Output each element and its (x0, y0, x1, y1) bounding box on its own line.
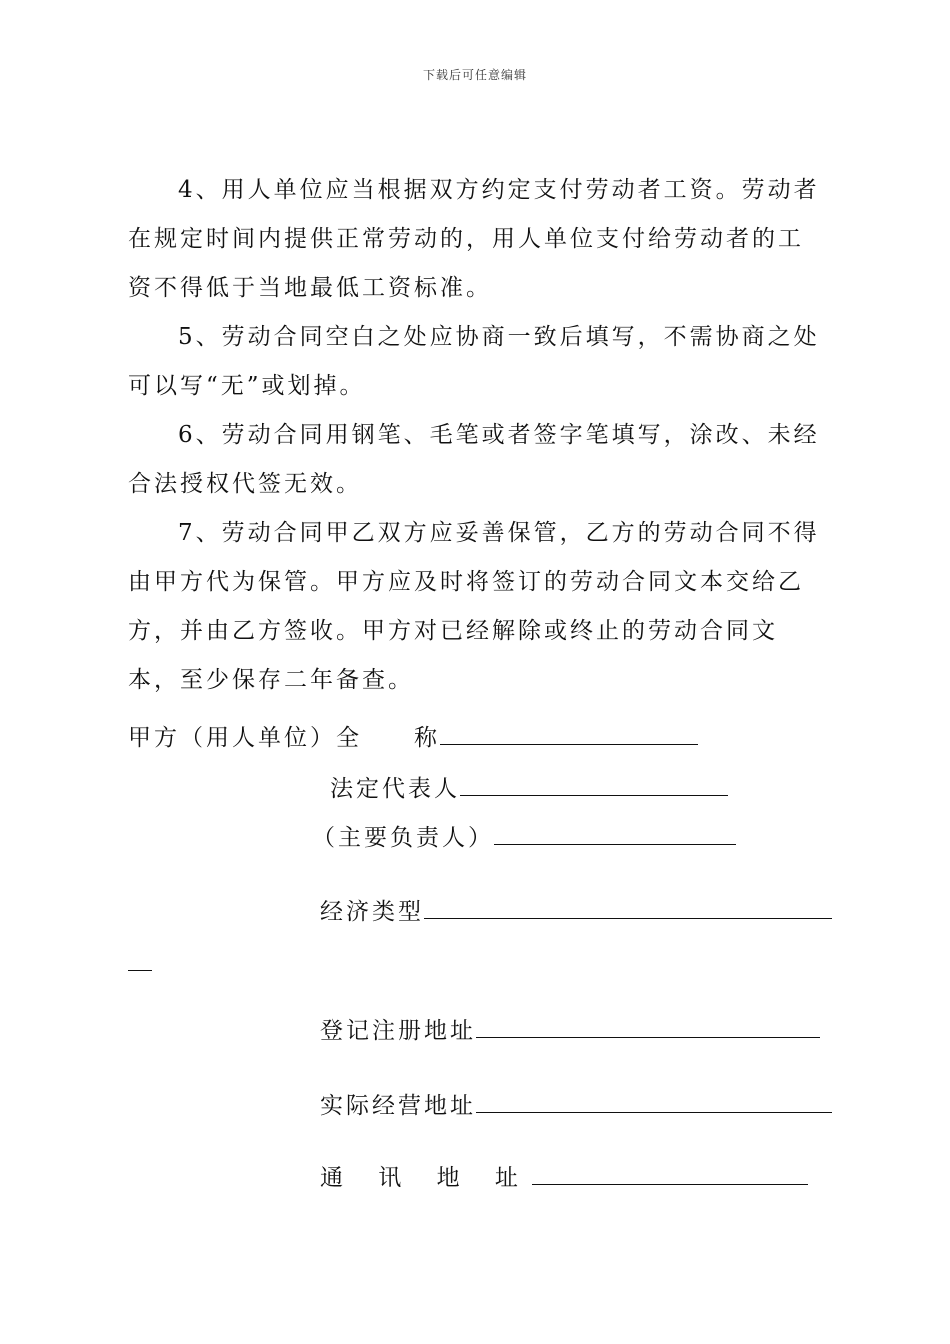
economic-type-blank[interactable] (424, 896, 832, 919)
clause-7: 7、劳动合同甲乙双方应妥善保管，乙方的劳动合同不得由甲方代为保管。甲方应及时将签订的劳动合同文本交给乙方，并由乙方签收。甲方对已经解除或终止的劳动合同文本，至少保存二年备查。 (128, 520, 820, 693)
economic-type-field (320, 896, 832, 927)
page-header: 下载后可任意编辑 (422, 68, 527, 82)
clause-4: 4、用人单位应当根据双方约定支付劳动者工资。劳动者在规定时间内提供正常劳动的，用人单位支付给劳动者的工资不得低于当地最低工资标准。 (128, 177, 820, 301)
party-a-name-field (128, 722, 698, 753)
mailing-address-blank[interactable] (532, 1162, 808, 1185)
contract-body (128, 166, 828, 705)
economic-type-blank-continuation (128, 970, 152, 971)
legal-rep-blank[interactable] (460, 773, 728, 796)
legal-rep-label: 法定代表人 (330, 776, 460, 802)
legal-rep-field (330, 773, 728, 804)
registered-address-field (320, 1015, 820, 1046)
party-a-name-blank[interactable] (440, 722, 698, 745)
registered-address-blank[interactable] (476, 1015, 820, 1038)
party-a-name-label: 甲方（用人单位）全 称 (128, 725, 440, 751)
clause-5: 5、劳动合同空白之处应协商一致后填写，不需协商之处可以写“无”或划掉。 (128, 324, 820, 399)
principal-field (312, 822, 736, 853)
registered-address-label: 登记注册地址 (320, 1018, 476, 1044)
actual-address-field (320, 1090, 832, 1121)
principal-label: （主要负责人） (312, 825, 494, 851)
economic-type-label: 经济类型 (320, 899, 424, 925)
mailing-address-field (320, 1162, 808, 1193)
mailing-address-label: 通 讯 地 址 (320, 1165, 532, 1191)
actual-address-blank[interactable] (476, 1090, 832, 1113)
clause-6: 6、劳动合同用钢笔、毛笔或者签字笔填写，涂改、未经合法授权代签无效。 (128, 422, 820, 497)
principal-blank[interactable] (494, 822, 736, 845)
actual-address-label: 实际经营地址 (320, 1093, 476, 1119)
